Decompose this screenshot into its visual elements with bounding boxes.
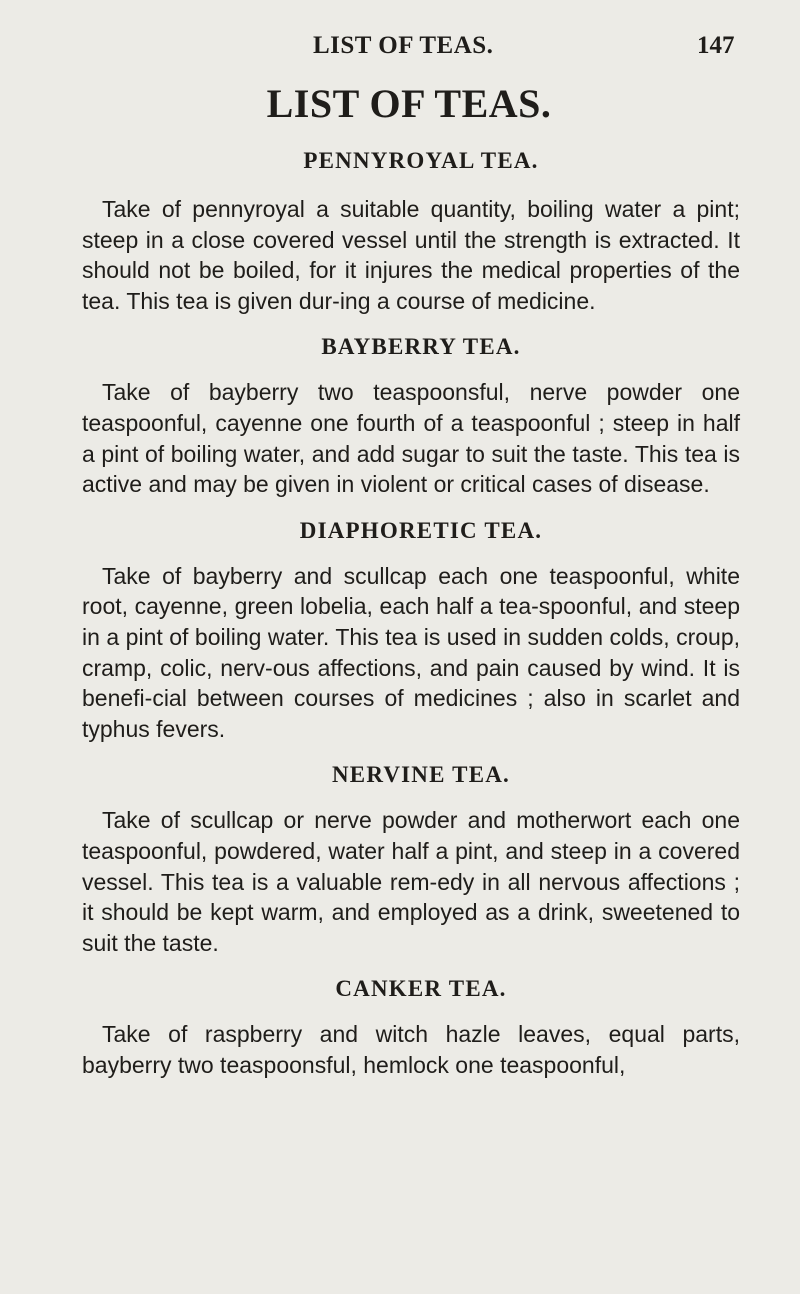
section-text-diaphoretic: Take of bayberry and scullcap each one teaspoonful, white root, cayenne, green lobelia, each half a tea-spoonful, and steep in a pint of boiling water. This tea is used in sudden colds, croup, cramp, colic, nerv-ous affections, and pain caused by wind. It is benefi-cial between courses of medicines ; also in scarlet and typhus fevers.: [82, 562, 740, 742]
section-heading-nervine: NERVINE TEA.: [331, 762, 511, 788]
page-title: LIST OF TEAS.: [266, 81, 552, 126]
section-heading-canker: CANKER TEA.: [335, 976, 507, 1002]
page-number: 147: [697, 32, 735, 59]
section-text-canker: Take of raspberry and witch hazle leaves, equal parts, bayberry two teaspoonsful, hemlock one teaspoonful,: [82, 1021, 740, 1078]
section-heading-pennyroyal: PENNYROYAL TEA.: [303, 148, 539, 173]
recipe-list: [82, 146, 740, 1096]
section-text-pennyroyal: Take of pennyroyal a suitable quantity, boiling water a pint; steep in a close covered vessel until the strength is extracted. It should not be boiled, for it injures the medical properties of the tea. This tea is given dur-ing a course of medicine.: [82, 196, 740, 314]
section-heading-bayberry: BAYBERRY TEA.: [321, 334, 521, 360]
section-heading-diaphoretic: DIAPHORETIC TEA.: [299, 517, 543, 543]
section-text-bayberry: Take of bayberry two teaspoonsful, nerve powder one teaspoonful, cayenne one fourth of a teaspoonful ; steep in half a pint of boiling water, and add sugar to suit the taste. This tea is active and may be given in violent or critical cases of disease.: [82, 379, 740, 498]
running-header: [0, 32, 800, 62]
section-text-nervine: Take of scullcap or nerve powder and motherwort each one teaspoonful, powdered, water half a pint, and steep in a covered vessel. This tea is a valuable rem-edy in all nervous affections ; it should be kept warm, and employed as a drink, sweetened to suit the taste.: [82, 807, 740, 956]
running-title: LIST OF TEAS.: [313, 32, 494, 59]
